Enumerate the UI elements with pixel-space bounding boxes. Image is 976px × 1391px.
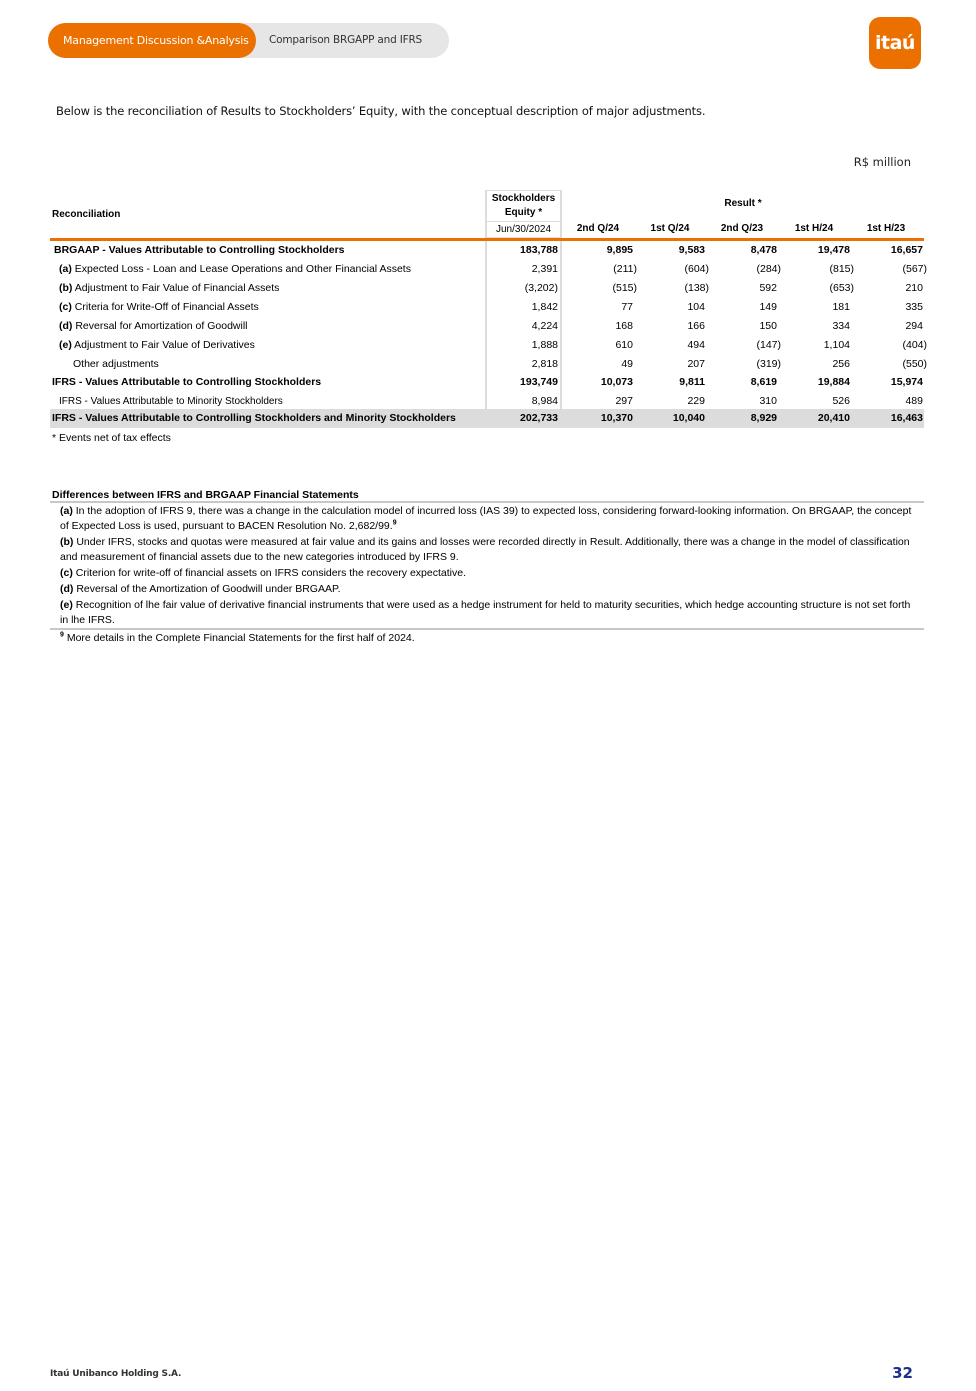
- value-cell: 210: [905, 282, 923, 294]
- value-cell: (211): [613, 263, 637, 275]
- page-number: 32: [892, 1364, 913, 1382]
- equity-date: Jun/30/2024: [487, 222, 560, 237]
- value-cell: (550): [902, 358, 927, 370]
- equity-cell: 8,984: [487, 392, 560, 411]
- itau-logo: itaú: [869, 17, 921, 69]
- row-label: Other adjustments: [73, 358, 159, 370]
- row-label: (d) Reversal for Amortization of Goodwill: [59, 320, 248, 332]
- equity-header: Stockholders Equity *: [487, 191, 560, 221]
- value-cell: 149: [759, 301, 777, 313]
- table-row: [50, 373, 924, 392]
- value-cell: 335: [905, 301, 923, 313]
- differences-top-rule: [50, 501, 924, 503]
- value-cell: 1,104: [823, 339, 850, 351]
- equity-cell: 193,749: [487, 373, 560, 392]
- table-row: [50, 298, 924, 317]
- equity-cell: (3,202): [487, 279, 560, 298]
- intro-text: Below is the reconciliation of Results to Stockholders’ Equity, with the conceptual description of major adjustments.: [56, 104, 706, 118]
- value-cell: 610: [615, 339, 633, 351]
- equity-cell: 1,888: [487, 336, 560, 355]
- value-cell: (567): [902, 263, 927, 275]
- tab-comparison[interactable]: Comparison BRGAPP and IFRS: [269, 34, 423, 46]
- value-cell: 489: [905, 395, 923, 407]
- row-label: (c) Criteria for Write-Off of Financial Assets: [59, 301, 259, 313]
- value-cell: 297: [615, 395, 633, 407]
- row-label: BRGAAP - Values Attributable to Controlling Stockholders: [54, 244, 345, 256]
- value-cell: 592: [759, 282, 777, 294]
- table-row: [50, 336, 927, 355]
- equity-cell: 202,733: [487, 409, 560, 428]
- value-cell: 19,478: [817, 244, 850, 256]
- table-row: [50, 241, 924, 260]
- equity-cell: 1,842: [487, 298, 560, 317]
- company-name: Itaú Unibanco Holding S.A.: [50, 1369, 182, 1379]
- value-cell: 256: [832, 358, 850, 370]
- value-cell: 10,073: [600, 376, 633, 388]
- unit-label: R$ million: [853, 155, 911, 169]
- equity-cell: 183,788: [487, 241, 560, 260]
- period-header: 2nd Q/24: [576, 223, 620, 234]
- value-cell: 9,811: [679, 376, 705, 388]
- value-cell: 334: [832, 320, 850, 332]
- value-cell: (653): [829, 282, 854, 294]
- value-cell: 104: [687, 301, 705, 313]
- value-cell: 229: [687, 395, 705, 407]
- value-cell: 294: [905, 320, 923, 332]
- equity-cell: 4,224: [487, 317, 560, 336]
- value-cell: (147): [756, 339, 781, 351]
- value-cell: (284): [756, 263, 781, 275]
- table-row: [50, 279, 924, 298]
- table-label: Reconciliation: [52, 209, 121, 220]
- value-cell: 20,410: [817, 412, 850, 424]
- value-cell: (404): [902, 339, 927, 351]
- row-label: (e) Adjustment to Fair Value of Derivatives: [59, 339, 255, 351]
- row-label: IFRS - Values Attributable to Controlling Stockholders and Minority Stockholders: [52, 412, 456, 424]
- table-row: [50, 355, 927, 374]
- row-label: IFRS - Values Attributable to Controlling Stockholders: [52, 376, 322, 388]
- value-cell: 8,929: [750, 412, 777, 424]
- value-cell: 16,463: [890, 412, 923, 424]
- difference-item: (a) In the adoption of IFRS 9, there was a change in the calculation model of incurred loss (IAS 39) to expected loss, considering forward-looking information. On BRGAAP, the concept of Expected Loss is used, pursuant to BACEN Resolution No. 2,682/99.$^9$: [60, 505, 912, 532]
- value-cell: 207: [687, 358, 705, 370]
- table-row: [50, 317, 924, 336]
- row-label: (b) Adjustment to Fair Value of Financial Assets: [59, 282, 280, 294]
- table-row: [50, 409, 924, 428]
- value-cell: 310: [759, 395, 777, 407]
- value-cell: 19,884: [817, 376, 850, 388]
- row-label: IFRS - Values Attributable to Minority Stockholders: [59, 396, 283, 407]
- value-cell: (138): [684, 282, 709, 294]
- value-cell: (515): [612, 282, 637, 294]
- difference-item: (d) Reversal of the Amortization of Goodwill under BRGAAP.: [60, 583, 341, 595]
- value-cell: 494: [687, 339, 705, 351]
- value-cell: 168: [615, 320, 633, 332]
- value-cell: 10,040: [672, 412, 705, 424]
- tab-management-discussion[interactable]: Management Discussion &Analysis: [48, 23, 256, 58]
- differences-list: [60, 504, 916, 629]
- difference-item: (c) Criterion for write-off of financial assets on IFRS considers the recovery expectative.: [60, 567, 466, 579]
- value-cell: 150: [759, 320, 777, 332]
- equity-cell: 2,818: [487, 355, 560, 374]
- value-cell: 77: [621, 301, 633, 313]
- period-header: 2nd Q/23: [720, 223, 764, 234]
- value-cell: (319): [756, 358, 781, 370]
- result-header: Result *: [724, 198, 762, 209]
- value-cell: 181: [832, 301, 850, 313]
- table-row: [50, 260, 927, 279]
- period-header: 1st H/24: [794, 223, 834, 234]
- value-cell: 526: [832, 395, 850, 407]
- section-tabs: [48, 23, 449, 58]
- value-cell: (604): [684, 263, 709, 275]
- differences-title: Differences between IFRS and BRGAAP Financial Statements: [52, 489, 359, 501]
- period-header: 1st H/23: [866, 223, 906, 234]
- value-cell: 166: [687, 320, 705, 332]
- value-cell: 49: [621, 358, 633, 370]
- value-cell: 16,657: [890, 244, 923, 256]
- footnote: $^9$ More details in the Complete Financial Statements for the first half of 2024.: [60, 631, 415, 644]
- value-cell: 9,895: [606, 244, 633, 256]
- value-cell: (815): [829, 263, 854, 275]
- row-label: (a) Expected Loss - Loan and Lease Operations and Other Financial Assets: [59, 263, 411, 275]
- value-cell: 8,478: [750, 244, 777, 256]
- equity-cell: 2,391: [487, 260, 560, 279]
- value-cell: 9,583: [678, 244, 705, 256]
- reconciliation-table-header: [50, 190, 924, 238]
- difference-item: (b) Under IFRS, stocks and quotas were measured at fair value and its gains and losses were recorded directly in Result. Additionally, there was a change in the model of classification and measurement of financial assets due to the new categories introduced by IFRS 9.: [60, 536, 910, 563]
- period-header: 1st Q/24: [650, 223, 690, 234]
- value-cell: 15,974: [890, 376, 923, 388]
- value-cell: 10,370: [600, 412, 633, 424]
- table-note: * Events net of tax effects: [52, 432, 171, 444]
- differences-bottom-rule: [50, 628, 924, 630]
- difference-item: (e) Recognition of lhe fair value of derivative financial instruments that were used as a hedge instrument for held to maturity securities, which hedge accounting structure is not set forth in lhe IFRS.: [60, 599, 911, 626]
- value-cell: 8,619: [750, 376, 777, 388]
